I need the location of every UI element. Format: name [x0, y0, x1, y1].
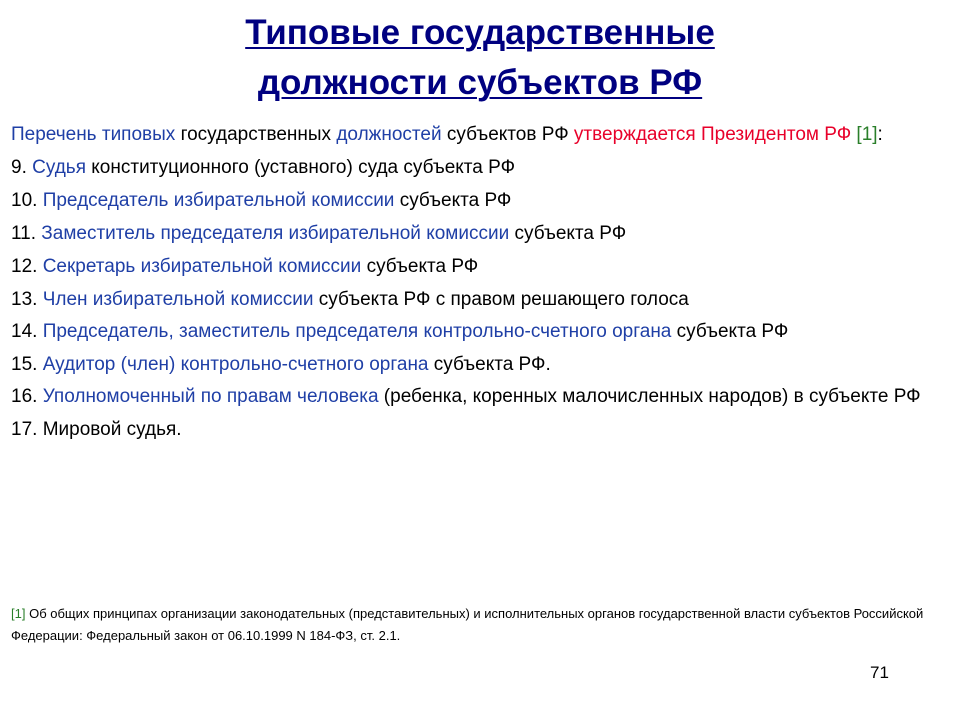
list-item: [11, 252, 941, 281]
list-item: [11, 153, 941, 182]
page-number: 71: [870, 663, 889, 682]
list-item: [11, 318, 941, 346]
item-text: конституционного (уставного) суда субъекта РФ: [86, 157, 516, 178]
item-position: Заместитель председателя избирательной комиссии: [41, 223, 510, 244]
item-position: Аудитор (член) контрольно-счетного органа: [42, 354, 429, 375]
list-item: [11, 350, 941, 379]
footnote-text: Об общих принципах организации законодательных (представительных) и исполнительных органов государственной власти субъектов Российской Федерации: Федеральный закон от 06.10.1999 N 184-ФЗ, ст. 2.1.: [11, 606, 924, 643]
item-number: 11.: [11, 223, 42, 244]
item-text: субъекта РФ: [671, 321, 789, 342]
item-number: 9.: [11, 157, 33, 178]
item-number: 14.: [11, 321, 43, 342]
item-position: Член избирательной комиссии: [42, 289, 314, 310]
item-position: Судья: [32, 157, 86, 178]
list-item: [11, 383, 941, 411]
item-text: субъекта РФ: [509, 223, 627, 244]
intro-text-4: субъектов РФ: [441, 124, 574, 145]
item-text: субъекта РФ: [361, 256, 479, 277]
item-number: 13.: [11, 289, 43, 310]
slide-title: [0, 8, 960, 108]
footnote: [11, 603, 941, 647]
title-line-2: должности субъектов РФ: [257, 63, 703, 102]
item-position: Секретарь избирательной комиссии: [42, 256, 362, 277]
item-number: 15.: [11, 354, 43, 375]
list-item: [11, 285, 941, 314]
intro-text-2: государственных: [175, 124, 337, 145]
intro-text-1: Перечень типовых: [11, 124, 176, 145]
intro-text-5: утверждается Президентом РФ: [573, 124, 852, 145]
footnote-ref[interactable]: [1]: [11, 606, 26, 621]
intro-text-7: :: [877, 124, 883, 145]
item-number: 17.: [11, 419, 43, 440]
item-text: Мировой судья.: [42, 419, 182, 440]
item-position: Уполномоченный по правам человека: [42, 386, 379, 407]
footnote-reference[interactable]: [1]: [851, 124, 878, 145]
item-position: Председатель, заместитель председателя контрольно-счетного органа: [42, 321, 672, 342]
item-number: 12.: [11, 256, 43, 277]
item-text: субъекта РФ: [394, 190, 512, 211]
intro-paragraph: [11, 121, 941, 149]
item-position: Председатель избирательной комиссии: [42, 190, 395, 211]
slide-body: [11, 121, 941, 444]
item-text: (ребенка, коренных малочисленных народов) в субъекте РФ: [378, 386, 921, 407]
item-text: субъекта РФ.: [428, 354, 551, 375]
item-text: субъекта РФ с правом решающего голоса: [313, 289, 689, 310]
list-item: [11, 186, 941, 215]
title-line-1: Типовые государственные: [245, 13, 715, 52]
item-number: 16.: [11, 386, 43, 407]
intro-text-3: должностей: [336, 124, 442, 145]
item-number: 10.: [11, 190, 43, 211]
list-item: [11, 219, 941, 248]
list-item: [11, 415, 941, 444]
